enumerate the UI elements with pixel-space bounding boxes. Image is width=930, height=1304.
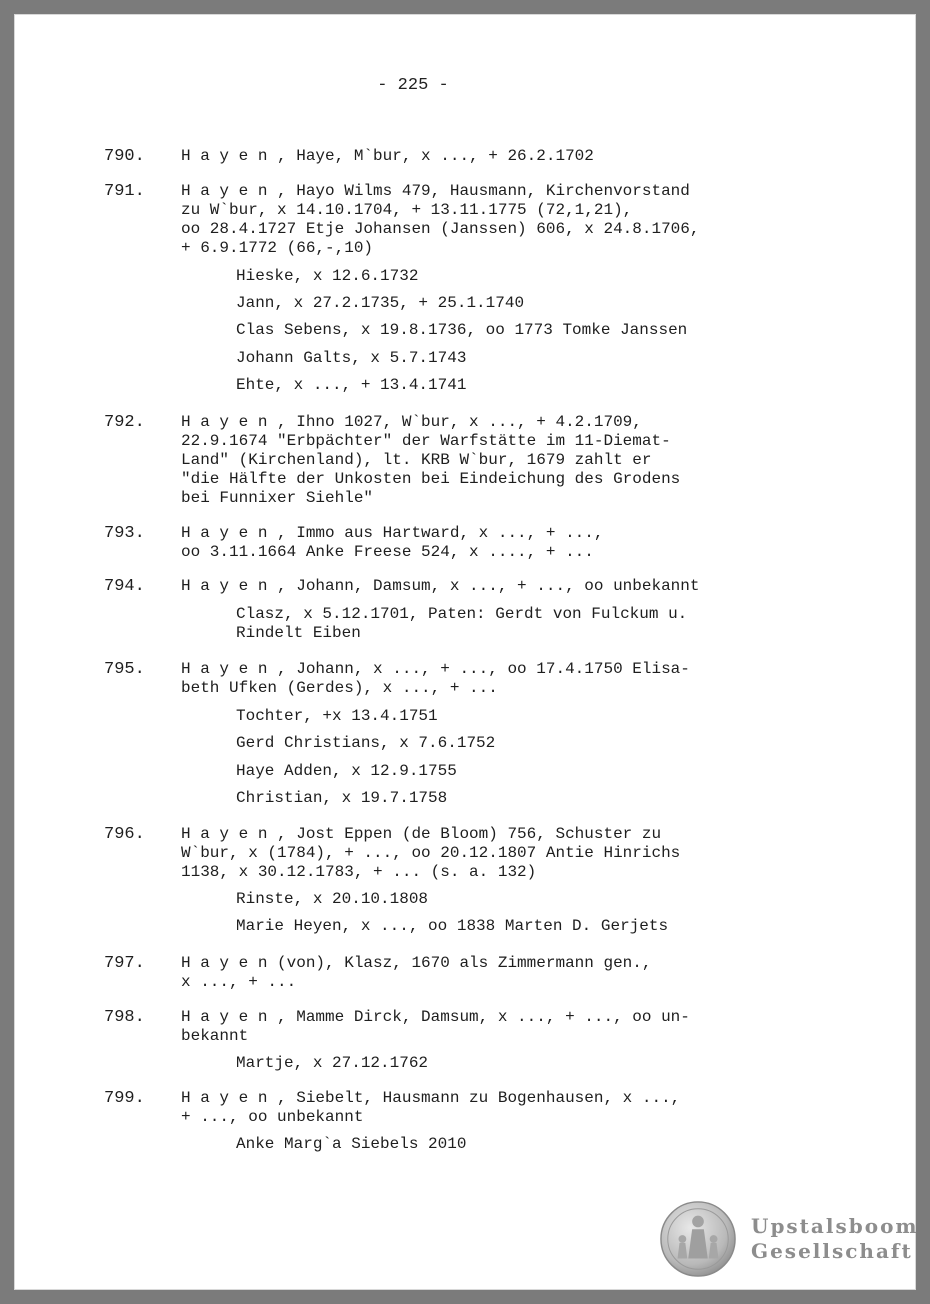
child-entry: Hieske, x 12.6.1732 bbox=[236, 267, 419, 285]
page-number: - 225 - bbox=[377, 76, 449, 95]
entry-line: H a y e n , Siebelt, Hausmann zu Bogenhausen, x ..., bbox=[181, 1089, 681, 1107]
entry-number: 799. bbox=[104, 1089, 145, 1108]
child-entry: Martje, x 27.12.1762 bbox=[236, 1054, 429, 1072]
entry-line: bekannt bbox=[181, 1027, 249, 1045]
child-entry: Haye Adden, x 12.9.1755 bbox=[236, 762, 457, 780]
entry-line: bei Funnixer Siehle" bbox=[181, 489, 374, 507]
child-entry: Gerd Christians, x 7.6.1752 bbox=[236, 734, 496, 752]
entry-number: 797. bbox=[104, 954, 145, 973]
entry-number: 795. bbox=[104, 660, 145, 679]
entry-number: 791. bbox=[104, 182, 145, 201]
seal-icon bbox=[659, 1200, 737, 1278]
entry-line: 22.9.1674 "Erbpächter" der Warfstätte im 11-Diemat- bbox=[181, 432, 671, 450]
child-entry: Ehte, x ..., + 13.4.1741 bbox=[236, 376, 467, 394]
entry-number: 794. bbox=[104, 577, 145, 596]
entry-line: oo 3.11.1664 Anke Freese 524, x ...., + ... bbox=[181, 543, 594, 561]
entry-line: H a y e n , Mamme Dirck, Damsum, x ..., + ..., oo un- bbox=[181, 1008, 690, 1026]
entry-number: 796. bbox=[104, 825, 145, 844]
entry-line: H a y e n , Hayo Wilms 479, Hausmann, Kirchenvorstand bbox=[181, 182, 690, 200]
child-entry: Anke Marg`a Siebels 2010 bbox=[236, 1135, 467, 1153]
entry-line: W`bur, x (1784), + ..., oo 20.12.1807 Antie Hinrichs bbox=[181, 844, 681, 862]
child-entry: Christian, x 19.7.1758 bbox=[236, 789, 448, 807]
child-entry: Tochter, +x 13.4.1751 bbox=[236, 707, 438, 725]
entry-line: oo 28.4.1727 Etje Johansen (Janssen) 606, x 24.8.1706, bbox=[181, 220, 700, 238]
entry-line: Land" (Kirchenland), lt. KRB W`bur, 1679 zahlt er bbox=[181, 451, 652, 469]
child-entry: Marie Heyen, x ..., oo 1838 Marten D. Gerjets bbox=[236, 917, 669, 935]
document-page bbox=[14, 14, 919, 1290]
entry-number: 798. bbox=[104, 1008, 145, 1027]
entry-line: H a y e n , Johann, x ..., + ..., oo 17.4.1750 Elisa- bbox=[181, 660, 690, 678]
watermark-line: Gesellschaft bbox=[751, 1239, 913, 1263]
child-entry: Clas Sebens, x 19.8.1736, oo 1773 Tomke Janssen bbox=[236, 321, 688, 339]
entry-line: H a y e n , Haye, M`bur, x ..., + 26.2.1702 bbox=[181, 147, 594, 165]
child-entry: Clasz, x 5.12.1701, Paten: Gerdt von Fulckum u. bbox=[236, 605, 688, 623]
entry-line: x ..., + ... bbox=[181, 973, 297, 991]
entry-line: 1138, x 30.12.1783, + ... (s. a. 132) bbox=[181, 863, 537, 881]
entry-line: zu W`bur, x 14.10.1704, + 13.11.1775 (72,1,21), bbox=[181, 201, 633, 219]
entry-line: H a y e n , Immo aus Hartward, x ..., + ..., bbox=[181, 524, 604, 542]
watermark-text bbox=[751, 1214, 919, 1264]
child-entry: Johann Galts, x 5.7.1743 bbox=[236, 349, 467, 367]
child-entry: Jann, x 27.2.1735, + 25.1.1740 bbox=[236, 294, 525, 312]
child-entry: Rindelt Eiben bbox=[236, 624, 361, 642]
entry-number: 790. bbox=[104, 147, 145, 166]
watermark-line: Upstalsboom bbox=[751, 1214, 919, 1238]
entry-line: H a y e n , Jost Eppen (de Bloom) 756, Schuster zu bbox=[181, 825, 662, 843]
entry-line: "die Hälfte der Unkosten bei Eindeichung des Grodens bbox=[181, 470, 681, 488]
child-entry: Rinste, x 20.10.1808 bbox=[236, 890, 429, 908]
entry-line: H a y e n (von), Klasz, 1670 als Zimmermann gen., bbox=[181, 954, 652, 972]
entry-number: 792. bbox=[104, 413, 145, 432]
entry-line: + ..., oo unbekannt bbox=[181, 1108, 364, 1126]
entry-number: 793. bbox=[104, 524, 145, 543]
entry-line: beth Ufken (Gerdes), x ..., + ... bbox=[181, 679, 498, 697]
entry-line: + 6.9.1772 (66,-,10) bbox=[181, 239, 374, 257]
entry-line: H a y e n , Ihno 1027, W`bur, x ..., + 4.2.1709, bbox=[181, 413, 642, 431]
entry-line: H a y e n , Johann, Damsum, x ..., + ..., oo unbekannt bbox=[181, 577, 700, 595]
